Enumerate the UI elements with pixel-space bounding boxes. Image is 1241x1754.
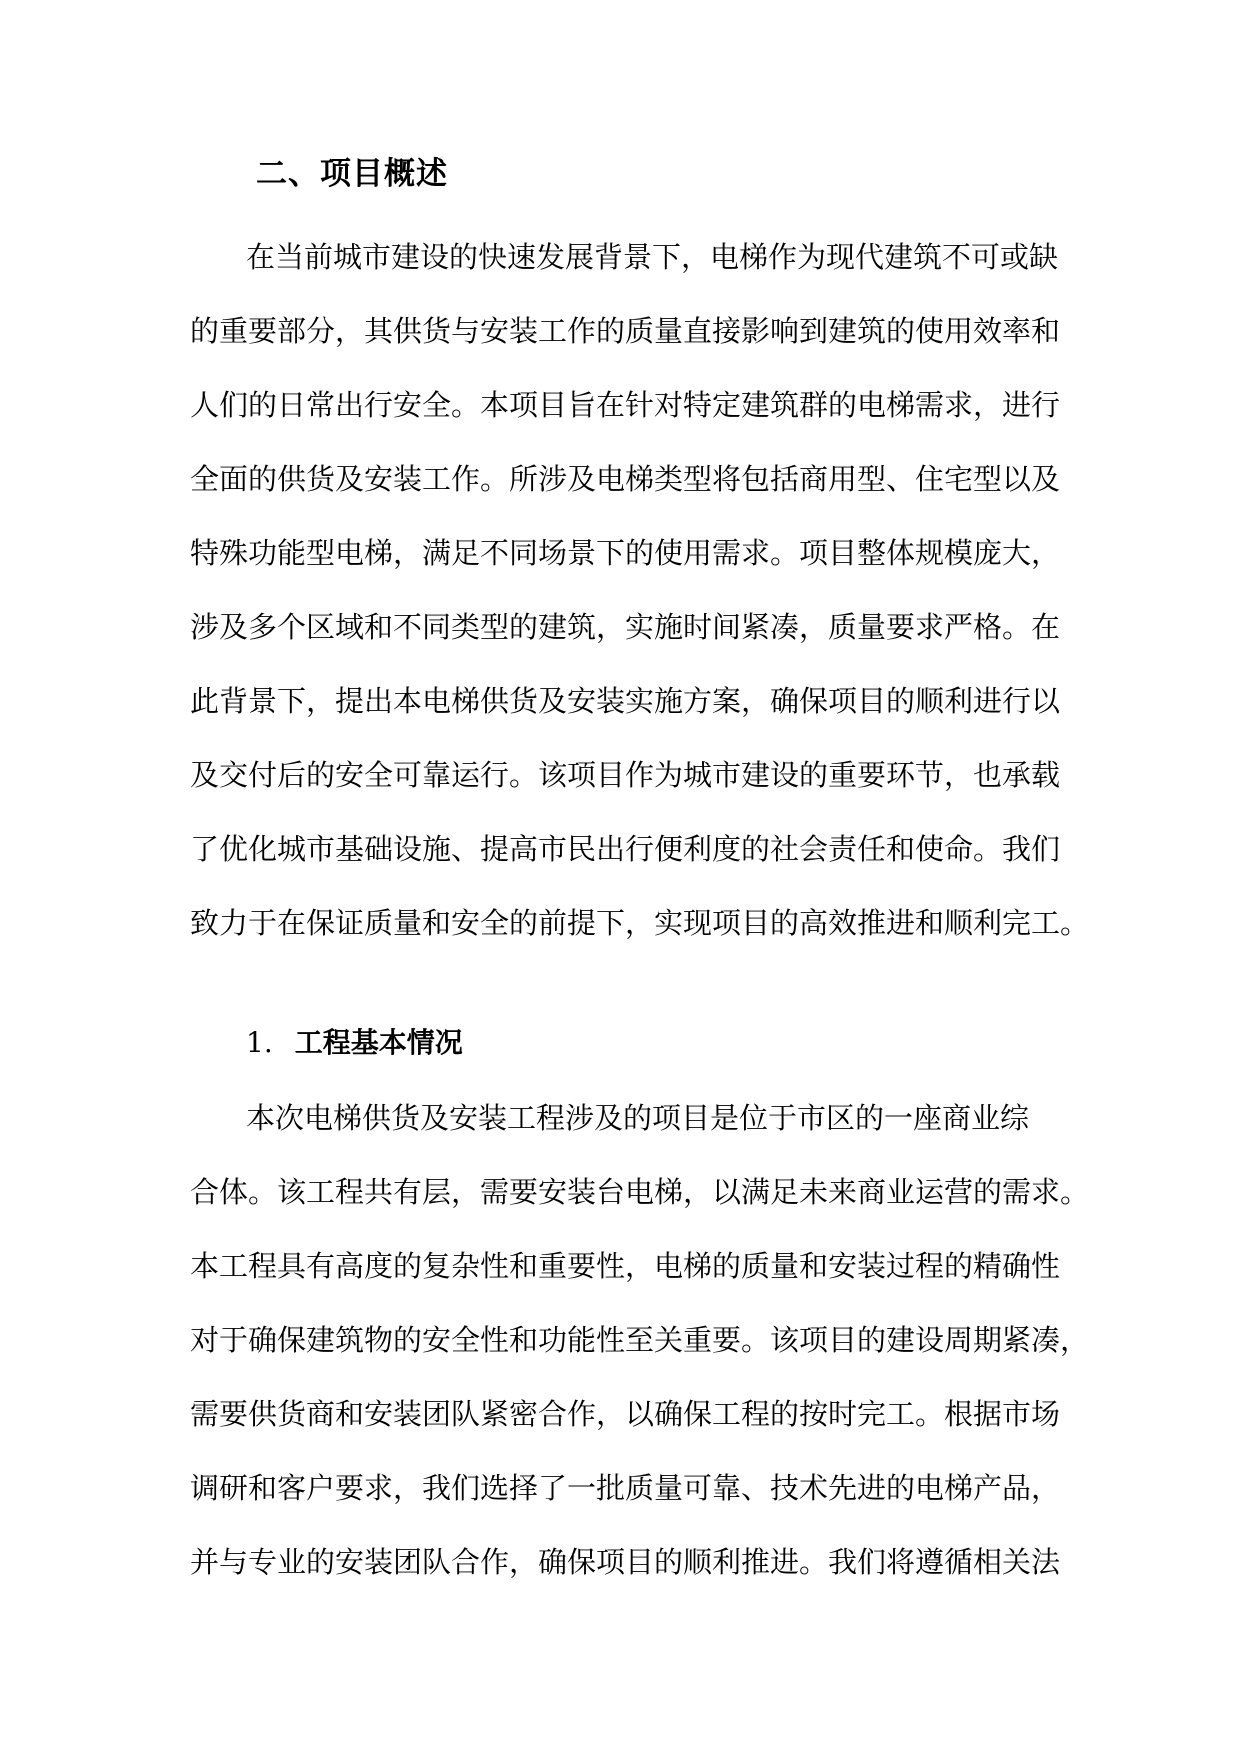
paragraph-line: 需要供货商和安装团队紧密合作，以确保工程的按时完工。根据市场 — [190, 1397, 1061, 1431]
paragraph-line: 在当前城市建设的快速发展背景下，电梯作为现代建筑不可或缺 — [246, 240, 1059, 274]
paragraph-line: 本工程具有高度的复杂性和重要性，电梯的质量和安装过程的精确性 — [190, 1249, 1061, 1283]
subsection-heading — [246, 1023, 463, 1063]
paragraph-line: 致力于在保证质量和安全的前提下，实现项目的高效推进和顺利完工。 — [190, 906, 1090, 940]
paragraph-line: 特殊功能型电梯，满足不同场景下的使用需求。项目整体规模庞大， — [190, 536, 1061, 570]
paragraph-line: 全面的供货及安装工作。所涉及电梯类型将包括商用型、住宅型以及 — [190, 462, 1061, 496]
paragraph-line: 了优化城市基础设施、提高市民出行便利度的社会责任和使命。我们 — [190, 832, 1061, 866]
paragraph-line: 此背景下，提出本电梯供货及安装实施方案，确保项目的顺利进行以 — [190, 684, 1061, 718]
paragraph-line: 对于确保建筑物的安全性和功能性至关重要。该项目的建设周期紧凑， — [190, 1323, 1090, 1357]
subsection-title: 工程基本情况 — [294, 1026, 463, 1059]
section-heading: 二、项目概述 — [256, 156, 448, 192]
paragraph-line: 本次电梯供货及安装工程涉及的项目是位于市区的一座商业综 — [246, 1101, 1030, 1135]
paragraph-line: 调研和客户要求，我们选择了一批质量可靠、技术先进的电梯产品， — [190, 1471, 1061, 1505]
paragraph-line: 并与专业的安装团队合作，确保项目的顺利推进。我们将遵循相关法 — [190, 1545, 1061, 1579]
paragraph-line: 合体。该工程共有层，需要安装台电梯，以满足未来商业运营的需求。 — [190, 1175, 1090, 1209]
paragraph-line: 涉及多个区域和不同类型的建筑，实施时间紧凑，质量要求严格。在 — [190, 610, 1061, 644]
paragraph-line: 的重要部分，其供货与安装工作的质量直接影响到建筑的使用效率和 — [190, 314, 1061, 348]
subsection-number: 1. — [246, 1026, 273, 1059]
paragraph-line: 及交付后的安全可靠运行。该项目作为城市建设的重要环节，也承载 — [190, 758, 1061, 792]
paragraph-line: 人们的日常出行安全。本项目旨在针对特定建筑群的电梯需求，进行 — [190, 388, 1061, 422]
